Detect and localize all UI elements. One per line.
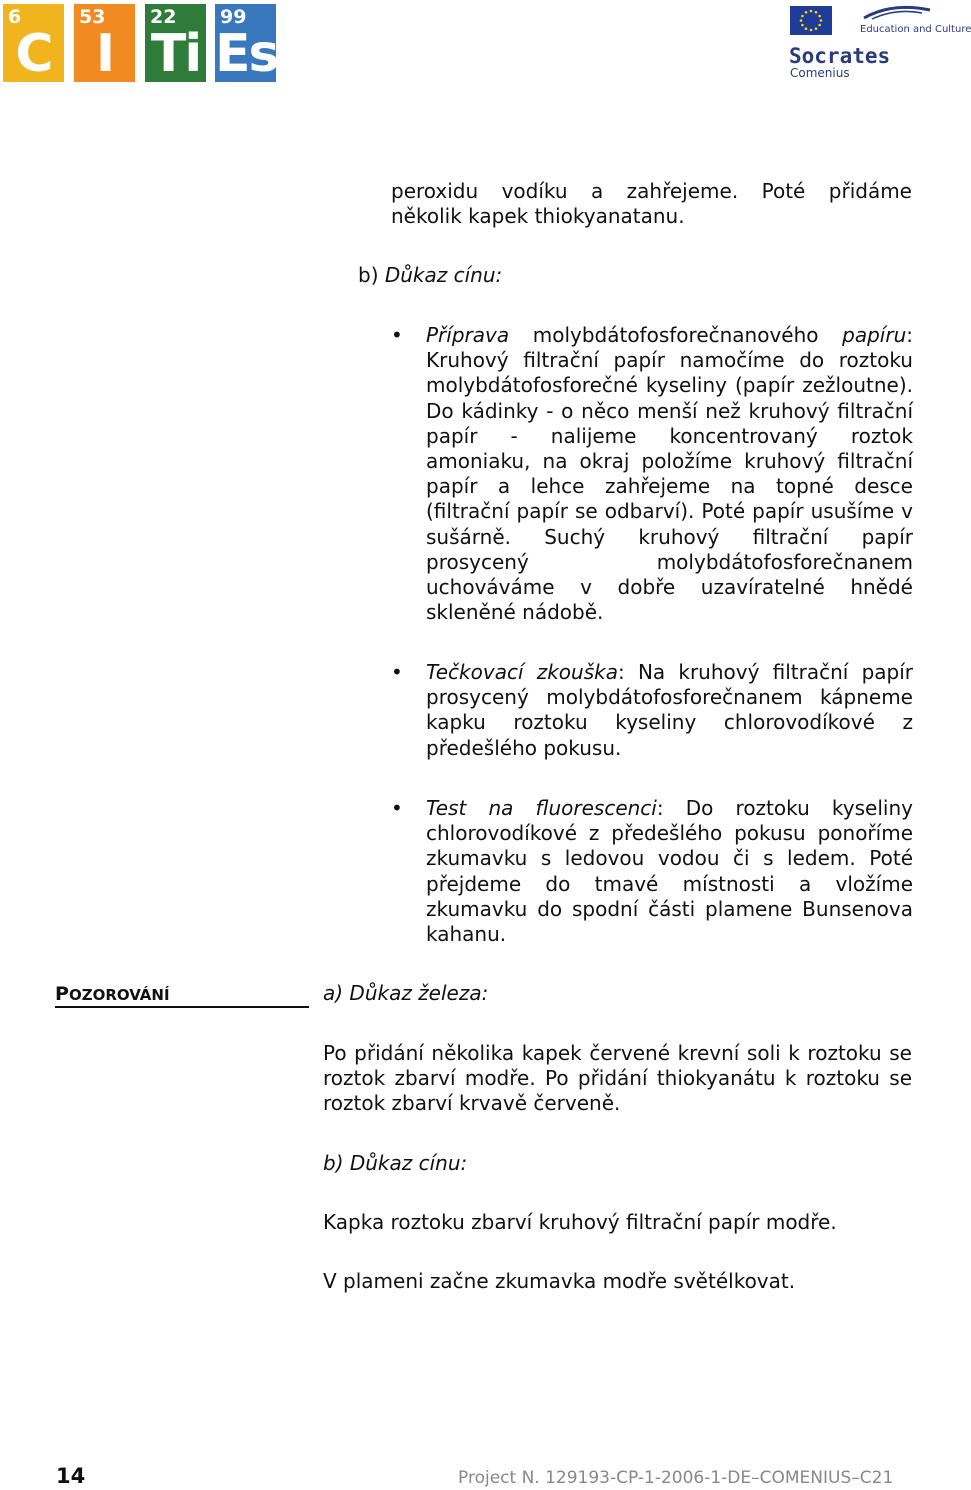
bullet-dot: • <box>391 796 403 820</box>
logo-tile-c <box>3 4 64 82</box>
bullet-term: Tečkovací zkouška <box>426 660 618 684</box>
edu-culture-label: Education and Culture <box>860 24 971 35</box>
comenius-logo-text: Comenius <box>790 66 850 80</box>
logo-tile-es <box>215 4 276 82</box>
proof-tin-heading-text: b) Důkaz cínu: <box>358 263 503 287</box>
bullet-preparation <box>426 323 913 625</box>
bullet-term: Příprava <box>426 323 510 347</box>
bullet-text: : Kruhový filtrační papír namočíme do roztoku molybdátofosforečné kyseliny (papír zežloutne). Do kádinky - o něco menší než kruhový filtrační papír - nalijeme koncentrovaný roztok amoniaku, na okraj položíme kruhový filtrační papír a lehce zahřejeme na topné desce (filtrační papír se odbarví). Poté papír usušíme v sušárně. Suchý kruhový filtrační papír prosycený molybdátofosforečnanem uchováváme v dobře uzavíratelné hnědé skleněné nádobě. <box>426 323 913 625</box>
swoosh-icon <box>862 4 932 22</box>
socrates-logo-text: Socrates <box>789 44 891 68</box>
iron-observation-text: Po přidání několika kapek červené krevní soli k roztoku se roztok zbarví modře. Po přidání thiokyanátu k roztoku se roztok zbarví krvavě červeně. <box>323 1041 912 1116</box>
logo-tile-number: 99 <box>220 6 247 28</box>
bullet-spot-test <box>426 660 913 761</box>
proof-tin-heading <box>358 263 502 288</box>
page-number: 14 <box>56 1464 86 1488</box>
bullet-mid: molybdátofosforečnanového <box>509 323 843 347</box>
section-heading-observation <box>55 983 309 1008</box>
logo-tile-ti <box>145 4 206 82</box>
bullet-term: Test na fluorescenci <box>426 796 657 820</box>
tin-heading <box>323 1151 467 1176</box>
bullet-text: : Do roztoku kyseliny chlorovodíkové z předešlého pokusu ponoříme zkumavku s ledovou vodou či s ledem. Poté přejdeme do tmavé místnosti a vložíme zkumavku do spodní části plamene Bunsenova kahanu. <box>426 796 913 947</box>
intro-line-1: peroxidu vodíku a zahřejeme. Poté přidáme <box>391 179 912 203</box>
bullet-dot: • <box>391 323 403 347</box>
tin-observation-2: V plameni začne zkumavka modře světélkovat. <box>323 1269 796 1293</box>
bullet-fluorescence <box>426 796 913 947</box>
logo-tile-number: 22 <box>150 6 177 28</box>
tin-heading-text: b) Důkaz cínu: <box>323 1151 468 1175</box>
bullet-term2: papíru <box>842 323 907 347</box>
iron-heading-text: a) Důkaz železa: <box>323 981 489 1005</box>
section-heading-first-letter: P <box>55 983 69 1005</box>
bullet-dot: • <box>391 660 403 684</box>
iron-heading <box>323 981 488 1006</box>
section-heading-rest: OZOROVÁNÍ <box>68 986 170 1004</box>
logo-tile-symbol: I <box>95 24 114 84</box>
bullet-text: : Na kruhový filtrační papír prosycený molybdátofosforečnanem kápneme kapku roztoku kyseliny chlorovodíkové z předešlého pokusu. <box>426 660 913 760</box>
logo-tile-symbol: Ti <box>150 24 201 84</box>
logo-tile-symbol: Es <box>215 24 278 84</box>
logo-tile-i <box>74 4 135 82</box>
logo-tile-symbol: C <box>15 24 52 84</box>
eu-flag-icon <box>790 6 832 35</box>
intro-line-2: několik kapek thiokyanatanu. <box>391 204 685 228</box>
logo-tile-number: 6 <box>8 6 22 28</box>
logo-tile-number: 53 <box>79 6 106 28</box>
tin-observation-1: Kapka roztoku zbarví kruhový filtrační papír modře. <box>323 1210 837 1234</box>
project-footer: Project N. 129193-CP-1-2006-1-DE–COMENIUS–C21 <box>458 1468 894 1488</box>
